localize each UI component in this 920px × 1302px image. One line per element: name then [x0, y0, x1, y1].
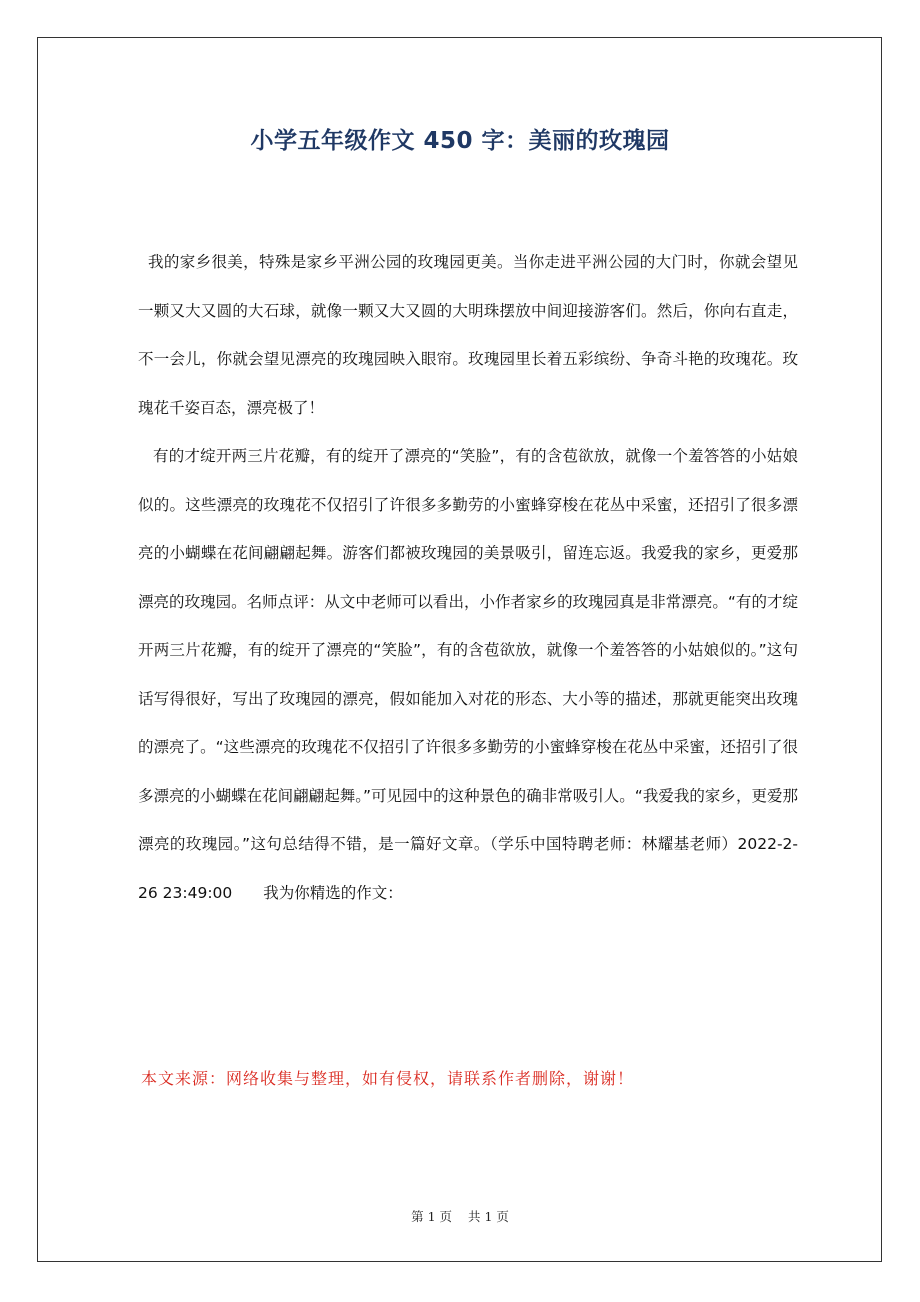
document-title: 小学五年级作文 450 字：美丽的玫瑰园 [250, 128, 670, 154]
page-total: 共 1 页 [468, 1209, 509, 1224]
page-footer [0, 1207, 920, 1225]
paragraph-1: 我的家乡很美，特殊是家乡平洲公园的玫瑰园更美。当你走进平洲公园的大门时，你就会望见一颗又大又圆的大石球，就像一颗又大又圆的大明珠摆放中间迎接游客们。然后，你向右直走，不一会儿，你就会望见漂亮的玫瑰园映入眼帘。玫瑰园里长着五彩缤纷、争奇斗艳的玫瑰花。玫瑰花千姿百态，漂亮极了！ [138, 253, 798, 417]
paragraph-2: 有的才绽开两三片花瓣，有的绽开了漂亮的“笑脸”，有的含苞欲放，就像一个羞答答的小姑娘似的。这些漂亮的玫瑰花不仅招引了许很多多勤劳的小蜜蜂穿梭在花丛中采蜜，还招引了很多漂亮的小蝴蝶在花间翩翩起舞。游客们都被玫瑰园的美景吸引，留连忘返。我爱我的家乡，更爱那漂亮的玫瑰园。名师点评：从文中老师可以看出，小作者家乡的玫瑰园真是非常漂亮。“有的才绽开两三片花瓣，有的绽开了漂亮的“笑脸”，有的含苞欲放，就像一个羞答答的小姑娘似的。”这句话写得很好，写出了玫瑰园的漂亮，假如能加入对花的形态、大小等的描述，那就更能突出玫瑰的漂亮了。“这些漂亮的玫瑰花不仅招引了许很多多勤劳的小蜜蜂穿梭在花丛中采蜜，还招引了很多漂亮的小蝴蝶在花间翩翩起舞。”可见园中的这种景色的确非常吸引人。“我爱我的家乡，更爱那漂亮的玫瑰园。”这句总结得不错，是一篇好文章。（学乐中国特聘老师：林耀基老师）2022-2-26 23:49:00 我为你精选的作文： [138, 447, 798, 902]
source-disclaimer: 本文来源：网络收集与整理，如有侵权，请联系作者删除，谢谢！ [141, 1069, 635, 1088]
article-body [138, 238, 798, 917]
page-number: 第 1 页 [411, 1209, 452, 1224]
